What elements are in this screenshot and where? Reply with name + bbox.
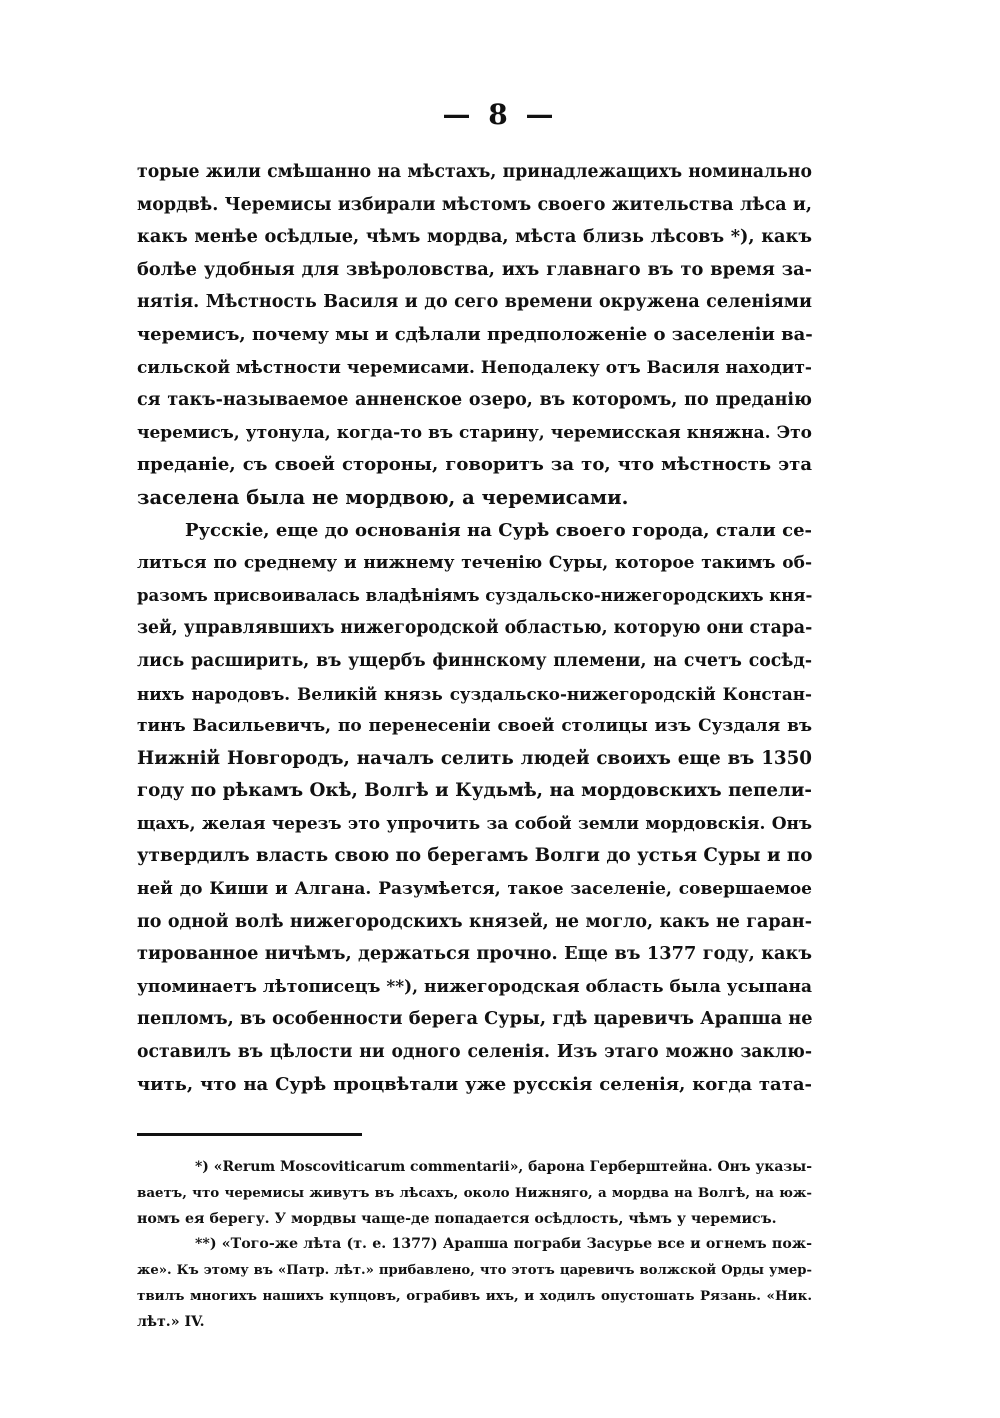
text-line: литься по среднему и нижнему теченію Суры, которое такимъ об-: [137, 553, 812, 574]
text-line: нихъ народовъ. Великій князь суздальско-нижегородскій Констан-: [137, 683, 812, 704]
text-line: тинъ Васильевичъ, по перенесеніи своей столицы изъ Суздаля въ: [137, 716, 812, 737]
footnote-line: ваетъ, что черемисы живутъ въ лѣсахъ, около Нижняго, а мордва на Волгѣ, на юж-: [137, 1184, 812, 1201]
footnotes: [137, 1155, 812, 1336]
page-number: — 8 —: [442, 98, 558, 131]
text-line: Нижній Новгородъ, началъ селить людей своихъ еще въ 1350: [137, 747, 812, 769]
text-line: пепломъ, въ особенности берега Суры, гдѣ царевичъ Арапша не: [137, 1008, 813, 1030]
footnote-line: же». Къ этому въ «Патр. лѣт.» прибавлено, что этотъ царевичъ волжской Орды умер-: [137, 1263, 812, 1279]
text-line: году по рѣкамъ Окѣ, Волгѣ и Кудьмѣ, на мордовскихъ пепели-: [137, 780, 812, 802]
text-line: по одной волѣ нижегородскихъ князей, не могло, какъ не гаран-: [137, 911, 812, 932]
text-line: упоминаетъ лѣтописецъ **), нижегородская область была усыпана: [137, 976, 812, 997]
text-line: торые жили смѣшанно на мѣстахъ, принадлежащихъ номинально: [137, 162, 812, 182]
text-line: мордвѣ. Черемисы избирали мѣстомъ своего жительства лѣса и,: [137, 194, 812, 215]
footnote-divider: [137, 1133, 362, 1136]
text-line: черемисъ, утонула, когда-то въ старину, черемисская княжна. Это: [137, 422, 812, 443]
text-line: щахъ, желая черезъ это упрочить за собой земли мордовскія. Онъ: [137, 813, 812, 834]
text-line: какъ менѣе осѣдлые, чѣмъ мордва, мѣста близь лѣсовъ *), какъ: [137, 226, 812, 248]
text-line: оставилъ въ цѣлости ни одного селенія. Изъ этаго можно заклю-: [137, 1042, 812, 1063]
footnote-line: номъ ея берегу. У мордвы чаще-де попадается осѣдлость, чѣмъ у черемисъ.: [137, 1210, 777, 1227]
text-line: черемисъ, почему мы и сдѣлали предположеніе о заселеніи ва-: [137, 323, 813, 345]
text-line: нятія. Мѣстность Василя и до сего времени окружена селеніями: [137, 292, 812, 313]
footnote-line: **) «Того-же лѣта (т. е. 1377) Арапша пограби Засурье все и огнемъ пож-: [195, 1236, 812, 1253]
text-line: утвердилъ власть свою по берегамъ Волги до устья Суры и по: [137, 845, 813, 867]
text-line: преданіе, съ своей стороны, говоритъ за то, что мѣстность эта: [137, 454, 812, 476]
text-line: заселена была не мордвою, а черемисами.: [137, 485, 629, 509]
text-line: Русскіе, еще до основанія на Сурѣ своего города, стали се-: [185, 519, 812, 541]
text-line: болѣе удобныя для звѣроловства, ихъ главнаго въ то время за-: [137, 258, 812, 280]
text-line: чить, что на Сурѣ процвѣтали уже русскія селенія, когда тата-: [137, 1073, 812, 1095]
text-line: лись расширить, въ ущербъ финнскому племени, на счетъ сосѣд-: [137, 650, 812, 671]
text-line: ся такъ-называемое анненское озеро, въ которомъ, по преданію: [137, 390, 812, 411]
text-line: разомъ присвоивалась владѣніямъ суздальско-нижегородскихъ кня-: [137, 585, 813, 605]
text-line: тированное ничѣмъ, держаться прочно. Еще въ 1377 году, какъ: [137, 943, 812, 965]
text-line: ней до Киши и Алгана. Разумѣется, такое заселеніе, совершаемое: [137, 879, 812, 900]
footnote-line: твилъ многихъ нашихъ купцовъ, ограбивъ ихъ, и ходилъ опустошать Рязань. «Ник.: [137, 1287, 812, 1304]
footnote-line: *) «Rerum Moscoviticarum commentarii», барона Герберштейна. Онъ указы-: [195, 1159, 813, 1175]
text-line: сильской мѣстности черемисами. Неподалеку отъ Василя находит-: [137, 357, 812, 378]
text-line: зей, управлявшихъ нижегородской областью, которую они стара-: [137, 618, 813, 639]
footnote-line: лѣт.» IV.: [137, 1313, 205, 1330]
body-text: [137, 156, 812, 1101]
